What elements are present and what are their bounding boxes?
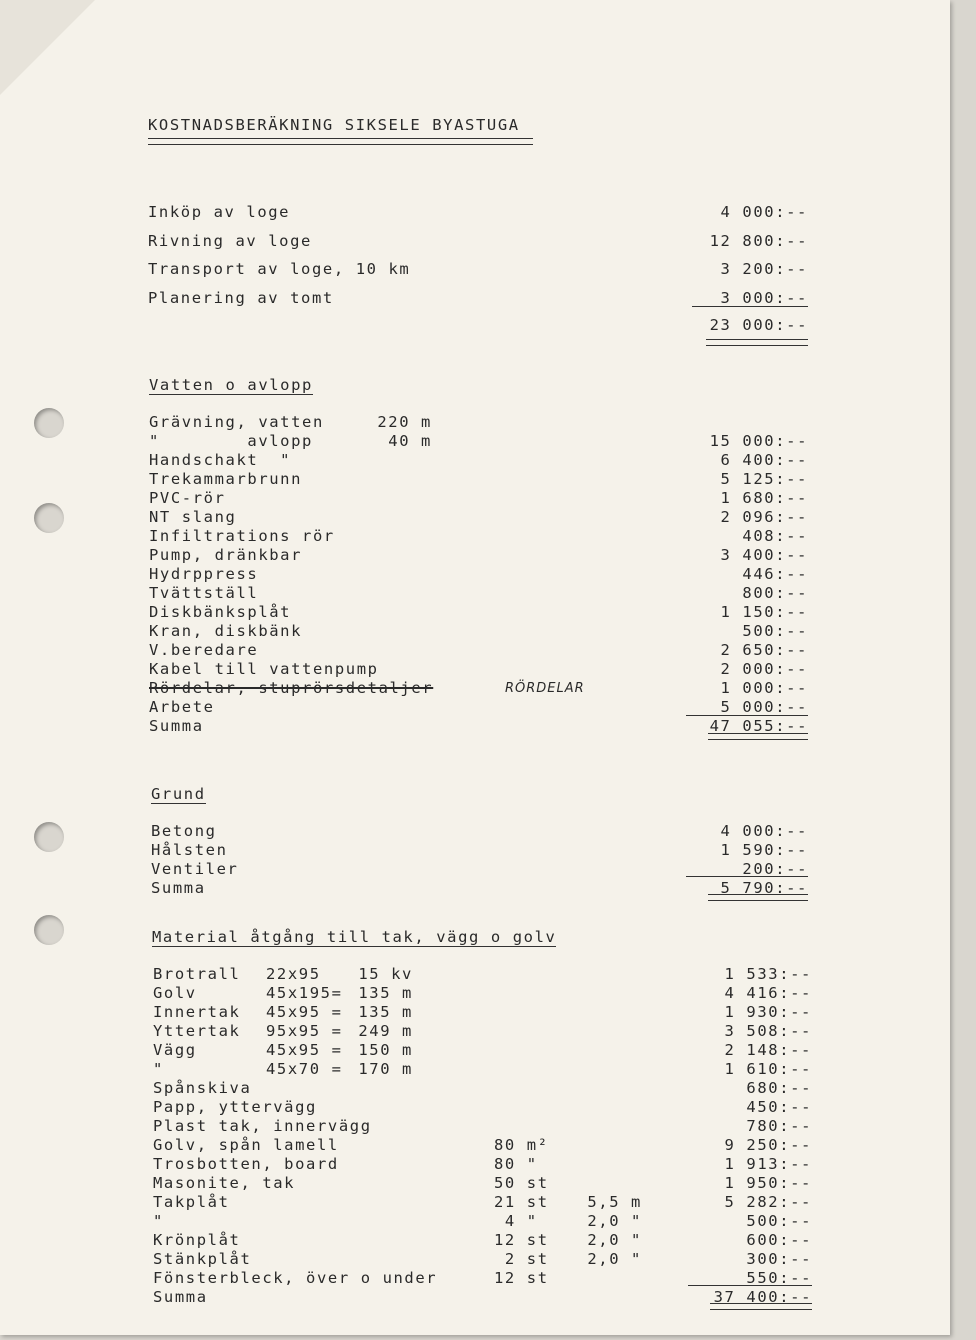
row-label: Tvättställ [149, 584, 259, 602]
row-amount: 1 150:-- [720, 603, 808, 621]
sum-double-rule [708, 894, 808, 901]
row-label: Betong [151, 822, 217, 840]
row-amount: 1 590:-- [720, 841, 808, 859]
row-quantity: 249 m [358, 1022, 413, 1040]
cost-row [0, 1022, 950, 1041]
sum-rule [686, 876, 808, 877]
sum-amount: 37 400:-- [713, 1288, 812, 1306]
row-amount: 550:-- [746, 1269, 812, 1287]
row-label: Krönplåt [153, 1231, 241, 1249]
row-amount: 9 250:-- [724, 1136, 812, 1154]
row-amount: 2 000:-- [720, 660, 808, 678]
sum-rule [686, 715, 808, 716]
section-heading-line [0, 376, 950, 395]
cost-row [0, 470, 950, 489]
cost-row [0, 432, 950, 451]
row-length: 2,0 " [587, 1231, 642, 1249]
cost-row [0, 965, 950, 984]
row-label: Trekammarbrunn [149, 470, 303, 488]
row-label: Transport av loge, 10 km [148, 260, 411, 278]
row-amount: 500:-- [742, 622, 808, 640]
row-label: Planering av tomt [148, 289, 334, 307]
row-label: Arbete [149, 698, 215, 716]
row-label: Inköp av loge [148, 203, 291, 221]
cost-row [0, 1250, 950, 1269]
row-dimension: 45x70 = [266, 1060, 343, 1078]
row-count: 12 st [494, 1269, 549, 1287]
cost-row [0, 546, 950, 565]
row-label: NT slang [149, 508, 237, 526]
page-title: KOSTNADSBERÄKNING SIKSELE BYASTUGA [148, 116, 520, 134]
cost-row [0, 584, 950, 603]
cost-row [0, 1079, 950, 1098]
row-amount: 408:-- [742, 527, 808, 545]
row-dimension: 95x95 = [266, 1022, 343, 1040]
row-label: Golv, spån lamell [153, 1136, 339, 1154]
cost-row [0, 1098, 950, 1117]
row-label: Innertak [153, 1003, 241, 1021]
row-amount: 2 650:-- [720, 641, 808, 659]
row-label: V.beredare [149, 641, 259, 659]
sum-double-rule [708, 733, 808, 740]
row-amount: 446:-- [742, 565, 808, 583]
row-label: Rivning av loge [148, 232, 312, 250]
cost-row [0, 660, 950, 679]
section-heading: Grund [151, 785, 206, 803]
row-amount: 4 000:-- [720, 203, 808, 221]
row-quantity: 40 m [388, 432, 432, 450]
cost-row [0, 603, 950, 622]
title-line [0, 116, 950, 135]
row-label: Pump, dränkbar [149, 546, 303, 564]
row-label: Trosbotten, board [153, 1155, 339, 1173]
row-length: 5,5 m [587, 1193, 642, 1211]
row-label: Rördelar, stuprörsdetaljer [149, 679, 434, 697]
cost-row [0, 679, 950, 698]
cost-row [0, 260, 950, 279]
row-label: Hålsten [151, 841, 228, 859]
sum-amount: 47 055:-- [709, 717, 808, 735]
total-amount: 23 000:-- [709, 316, 808, 334]
row-label: Kabel till vattenpump [149, 660, 379, 678]
row-amount: 500:-- [746, 1212, 812, 1230]
row-label: Handschakt " [149, 451, 292, 469]
section-heading: Material åtgång till tak, vägg o golv [152, 928, 557, 946]
row-dimension: 45x95 = [266, 1041, 343, 1059]
row-amount: 780:-- [746, 1117, 812, 1135]
row-count: 80 " [494, 1155, 538, 1173]
sum-double-rule [710, 1303, 812, 1310]
row-amount: 6 400:-- [720, 451, 808, 469]
handwritten-note: RÖRDELAR [505, 681, 585, 696]
row-amount: 4 000:-- [720, 822, 808, 840]
subtotal-rule [692, 306, 808, 307]
cost-row [0, 1231, 950, 1250]
title-double-underline [148, 138, 533, 145]
row-label: Vägg [153, 1041, 197, 1059]
row-amount: 1 610:-- [724, 1060, 812, 1078]
row-amount: 5 282:-- [724, 1193, 812, 1211]
row-count: 80 m² [494, 1136, 549, 1154]
row-label: " [153, 1212, 164, 1230]
total-row [0, 316, 950, 335]
cost-row [0, 984, 950, 1003]
row-quantity: 15 kv [358, 965, 413, 983]
section-heading: Vatten o avlopp [149, 376, 313, 394]
row-amount: 300:-- [746, 1250, 812, 1268]
row-quantity: 170 m [358, 1060, 413, 1078]
row-label: Papp, yttervägg [153, 1098, 317, 1116]
cost-row [0, 1060, 950, 1079]
row-amount: 2 148:-- [724, 1041, 812, 1059]
row-amount: 1 913:-- [724, 1155, 812, 1173]
section-heading-line [0, 785, 950, 804]
cost-row [0, 527, 950, 546]
cost-row [0, 1212, 950, 1231]
cost-row [0, 841, 950, 860]
row-amount: 1 533:-- [724, 965, 812, 983]
cost-row [0, 1174, 950, 1193]
row-amount: 1 950:-- [724, 1174, 812, 1192]
row-amount: 1 930:-- [724, 1003, 812, 1021]
cost-row [0, 508, 950, 527]
sum-amount: 5 790:-- [720, 879, 808, 897]
cost-row [0, 641, 950, 660]
cost-row [0, 565, 950, 584]
row-amount: 600:-- [746, 1231, 812, 1249]
row-label: Yttertak [153, 1022, 241, 1040]
row-count: 50 st [494, 1174, 549, 1192]
row-label: Diskbänksplåt [149, 603, 292, 621]
row-quantity: 150 m [358, 1041, 413, 1059]
row-amount: 3 200:-- [720, 260, 808, 278]
row-count: 2 st [494, 1250, 549, 1268]
row-label: Summa [153, 1288, 208, 1306]
row-length: 2,0 " [587, 1250, 642, 1268]
cost-row [0, 1117, 950, 1136]
row-dimension: 45x95 = [266, 1003, 343, 1021]
row-length: 2,0 " [587, 1212, 642, 1230]
sum-rule [688, 1285, 812, 1286]
row-dimension: 22x95 [266, 965, 321, 983]
cost-row [0, 451, 950, 470]
row-amount: 3 400:-- [720, 546, 808, 564]
row-amount: 4 416:-- [724, 984, 812, 1002]
cost-row [0, 1155, 950, 1174]
row-amount: 800:-- [742, 584, 808, 602]
row-label: Infiltrations rör [149, 527, 335, 545]
row-amount: 5 000:-- [720, 698, 808, 716]
row-quantity: 220 m [377, 413, 432, 431]
folded-corner [0, 0, 95, 95]
row-label: Hydrppress [149, 565, 259, 583]
row-count: 4 " [494, 1212, 538, 1230]
row-label: Golv [153, 984, 197, 1002]
total-double-rule [706, 339, 808, 346]
row-label: Summa [149, 717, 204, 735]
row-amount: 3 000:-- [720, 289, 808, 307]
row-amount: 2 096:-- [720, 508, 808, 526]
cost-row [0, 1041, 950, 1060]
row-quantity: 135 m [358, 984, 413, 1002]
row-label: Brotrall [153, 965, 241, 983]
row-dimension: 45x195= [266, 984, 343, 1002]
cost-row [0, 489, 950, 508]
row-amount: 3 508:-- [724, 1022, 812, 1040]
row-label: Grävning, vatten [149, 413, 324, 431]
row-label: Plast tak, innervägg [153, 1117, 372, 1135]
cost-row [0, 203, 950, 222]
row-count: 12 st [494, 1231, 549, 1249]
row-label: Summa [151, 879, 206, 897]
row-label: Stänkplåt [153, 1250, 252, 1268]
row-label: " [153, 1060, 164, 1078]
row-amount: 1 680:-- [720, 489, 808, 507]
row-amount: 12 800:-- [709, 232, 808, 250]
row-label: Spånskiva [153, 1079, 252, 1097]
row-label: Takplåt [153, 1193, 230, 1211]
row-count: 21 st [494, 1193, 549, 1211]
row-amount: 5 125:-- [720, 470, 808, 488]
row-amount: 450:-- [746, 1098, 812, 1116]
row-label: Masonite, tak [153, 1174, 296, 1192]
cost-row [0, 1136, 950, 1155]
cost-row [0, 1003, 950, 1022]
row-quantity: 135 m [358, 1003, 413, 1021]
row-amount: 15 000:-- [709, 432, 808, 450]
cost-row [0, 413, 950, 432]
row-amount: 200:-- [742, 860, 808, 878]
section-heading-line [0, 928, 950, 947]
row-label: Fönsterbleck, över o under [153, 1269, 438, 1287]
row-label: " avlopp [149, 432, 313, 450]
row-label: PVC-rör [149, 489, 226, 507]
row-label: Kran, diskbänk [149, 622, 303, 640]
cost-row [0, 1193, 950, 1212]
cost-row [0, 822, 950, 841]
row-amount: 680:-- [746, 1079, 812, 1097]
cost-row [0, 232, 950, 251]
row-amount: 1 000:-- [720, 679, 808, 697]
row-label: Ventiler [151, 860, 239, 878]
cost-row [0, 622, 950, 641]
